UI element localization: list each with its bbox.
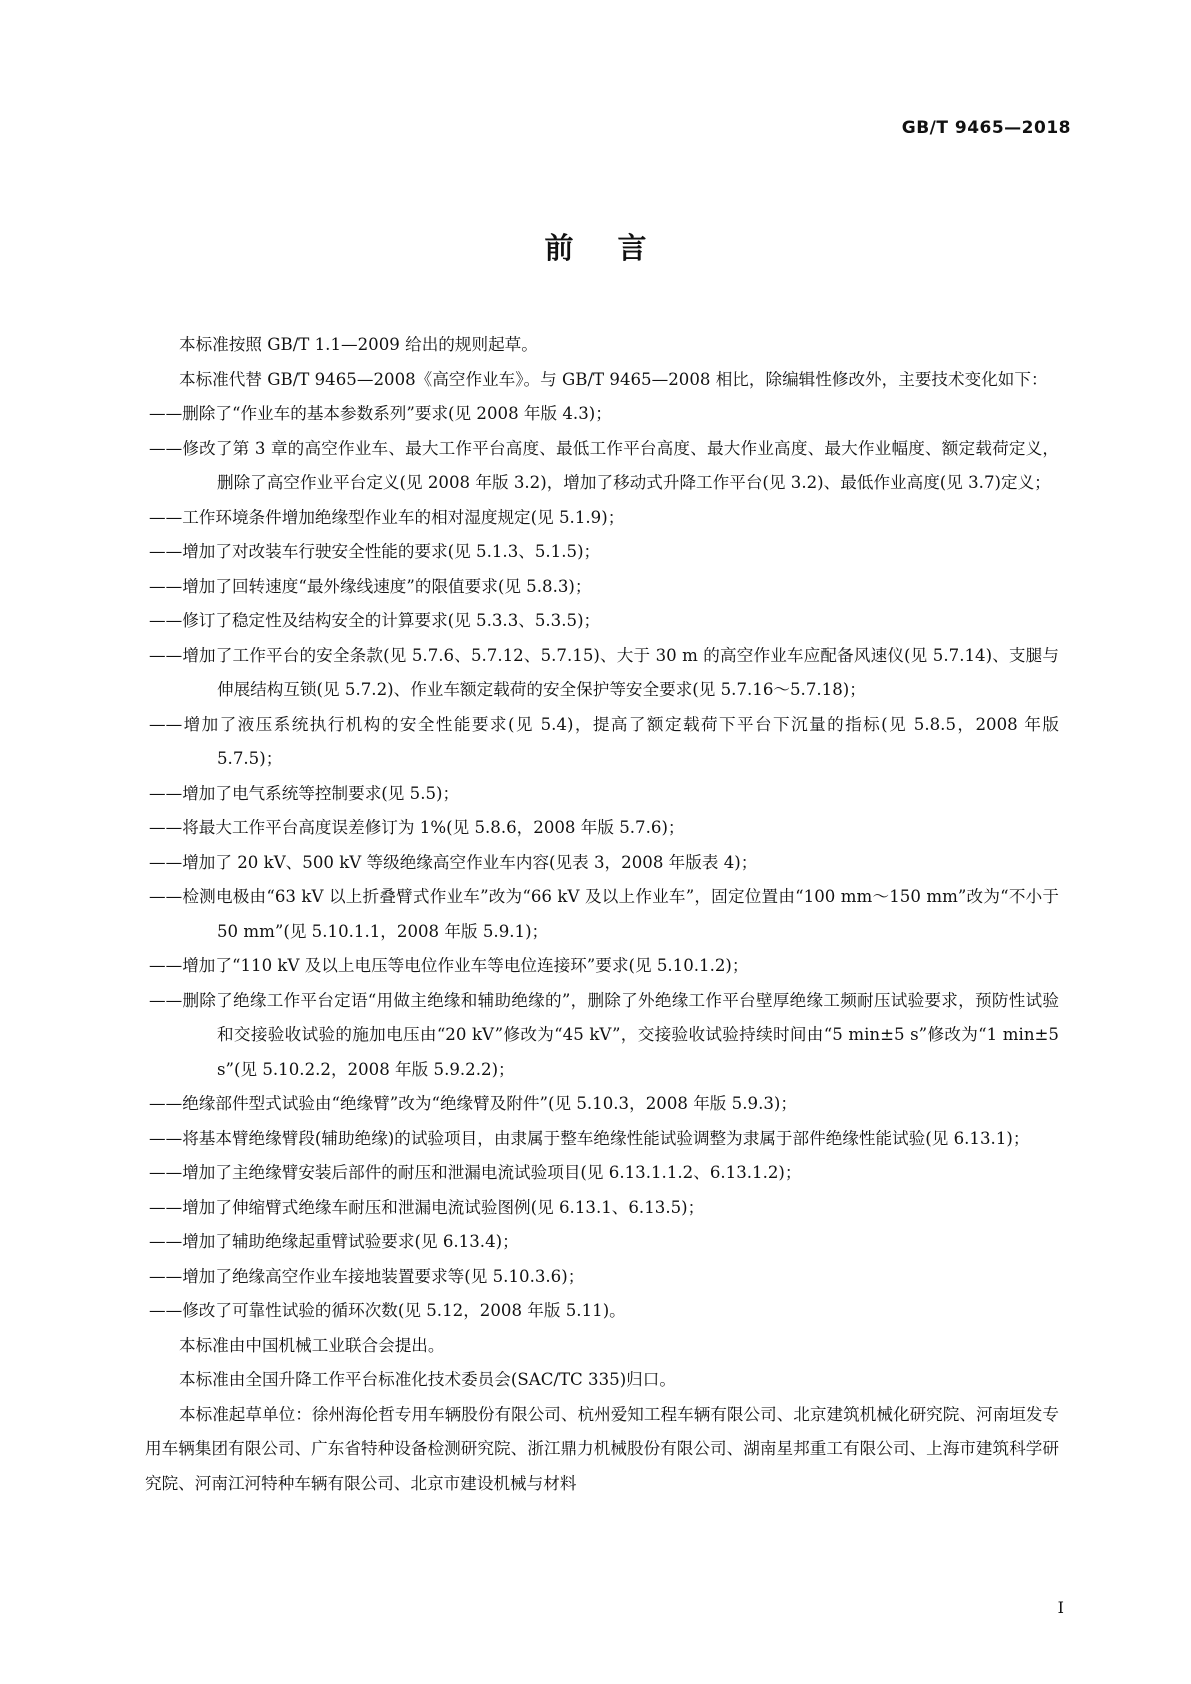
list-item: ——修改了可靠性试验的循环次数(见 5.12，2008 年版 5.11)。	[149, 1301, 626, 1320]
list-item: ——删除了“作业车的基本参数系列”要求(见 2008 年版 4.3)；	[149, 404, 612, 423]
standard-code: GB/T 9465—2018	[901, 118, 1071, 138]
list-item: ——修改了第 3 章的高空作业车、最大工作平台高度、最低工作平台高度、最大作业高度、最大作业幅度、额定载荷定义，删除了高空作业平台定义(见 2008 年版 3.2)，增加了移动式升降工作平台(见 3.2)、最低作业高度(见 3.7)定义；	[149, 438, 1059, 492]
list-item: ——增加了电气系统等控制要求(见 5.5)；	[149, 783, 460, 803]
list-item: ——增加了 20 kV、500 kV 等级绝缘高空作业车内容(见表 3，2008 年版表 4)；	[149, 852, 758, 872]
list-item: ——将最大工作平台高度误差修订为 1%(见 5.8.6，2008 年版 5.7.6)；	[149, 818, 685, 837]
list-item: ——增加了辅助绝缘起重臂试验要求(见 6.13.4)；	[149, 1232, 519, 1251]
list-item: ——增加了回转速度“最外缘线速度”的限值要求(见 5.8.3)；	[149, 576, 592, 596]
list-item: ——工作环境条件增加绝缘型作业车的相对湿度规定(见 5.1.9)；	[149, 507, 625, 527]
list-item: ——增加了伸缩臂式绝缘车耐压和泄漏电流试验图例(见 6.13.1、6.13.5)；	[149, 1197, 705, 1217]
page-number: I	[1057, 1598, 1064, 1617]
paragraph: 本标准起草单位：徐州海伦哲专用车辆股份有限公司、杭州爱知工程车辆有限公司、北京建筑机械化研究院、河南垣发专用车辆集团有限公司、广东省特种设备检测研究院、浙江鼎力机械股份有限公司、湖南星邦重工有限公司、上海市建筑科学研究院、河南江河特种车辆有限公司、北京市建设机械与材料	[145, 1404, 1059, 1493]
list-item: ——绝缘部件型式试验由“绝缘臂”改为“绝缘臂及附件”(见 5.10.3，2008 年版 5.9.3)；	[149, 1094, 797, 1113]
list-item: ——增加了液压系统执行机构的安全性能要求(见 5.4)，提高了额定载荷下平台下沉量的指标(见 5.8.5，2008 年版 5.7.5)；	[149, 714, 1059, 768]
page-title: 前言	[544, 231, 691, 265]
list-item: ——检测电极由“63 kV 以上折叠臂式作业车”改为“66 kV 及以上作业车”，固定位置由“100 mm～150 mm”改为“不小于 50 mm”(见 5.10.1.1，2008 年版 5.9.1)；	[149, 887, 1059, 941]
document-body	[145, 328, 1059, 1501]
paragraph: 本标准按照 GB/T 1.1—2009 给出的规则起草。	[179, 335, 538, 354]
list-item: ——增加了对改装车行驶安全性能的要求(见 5.1.3、5.1.5)；	[149, 542, 601, 561]
list-item: ——增加了“110 kV 及以上电压等电位作业车等电位连接环”要求(见 5.10.1.2)；	[149, 956, 749, 975]
list-item: ——增加了工作平台的安全条款(见 5.7.6、5.7.12、5.7.15)、大于 30 m 的高空作业车应配备风速仪(见 5.7.14)、支腿与伸展结构互锁(见 5.7.2)、作业车额定载荷的安全保护等安全要求(见 5.7.16～5.7.18)；	[149, 645, 1059, 699]
list-item: ——增加了绝缘高空作业车接地装置要求等(见 5.10.3.6)；	[149, 1266, 585, 1286]
list-item: ——将基本臂绝缘臂段(辅助绝缘)的试验项目，由隶属于整车绝缘性能试验调整为隶属于部件绝缘性能试验(见 6.13.1)；	[149, 1128, 1030, 1148]
paragraph: 本标准由中国机械工业联合会提出。	[179, 1335, 445, 1355]
list-item: ——增加了主绝缘臂安装后部件的耐压和泄漏电流试验项目(见 6.13.1.1.2、6.13.1.2)；	[149, 1163, 802, 1182]
paragraph: 本标准代替 GB/T 9465—2008《高空作业车》。与 GB/T 9465—2008 相比，除编辑性修改外，主要技术变化如下：	[179, 369, 1048, 389]
list-item: ——删除了绝缘工作平台定语“用做主绝缘和辅助绝缘的”，删除了外绝缘工作平台壁厚绝缘工频耐压试验要求，预防性试验和交接验收试验的施加电压由“20 kV”修改为“45 kV”，交接验收试验持续时间由“5 min±5 s”修改为“1 min±5 s”(见 5.10.2.2，2008 年版 5.9.2.2)；	[149, 990, 1059, 1079]
list-item: ——修订了稳定性及结构安全的计算要求(见 5.3.3、5.3.5)；	[149, 611, 601, 630]
paragraph: 本标准由全国升降工作平台标准化技术委员会(SAC/TC 335)归口。	[179, 1370, 676, 1389]
